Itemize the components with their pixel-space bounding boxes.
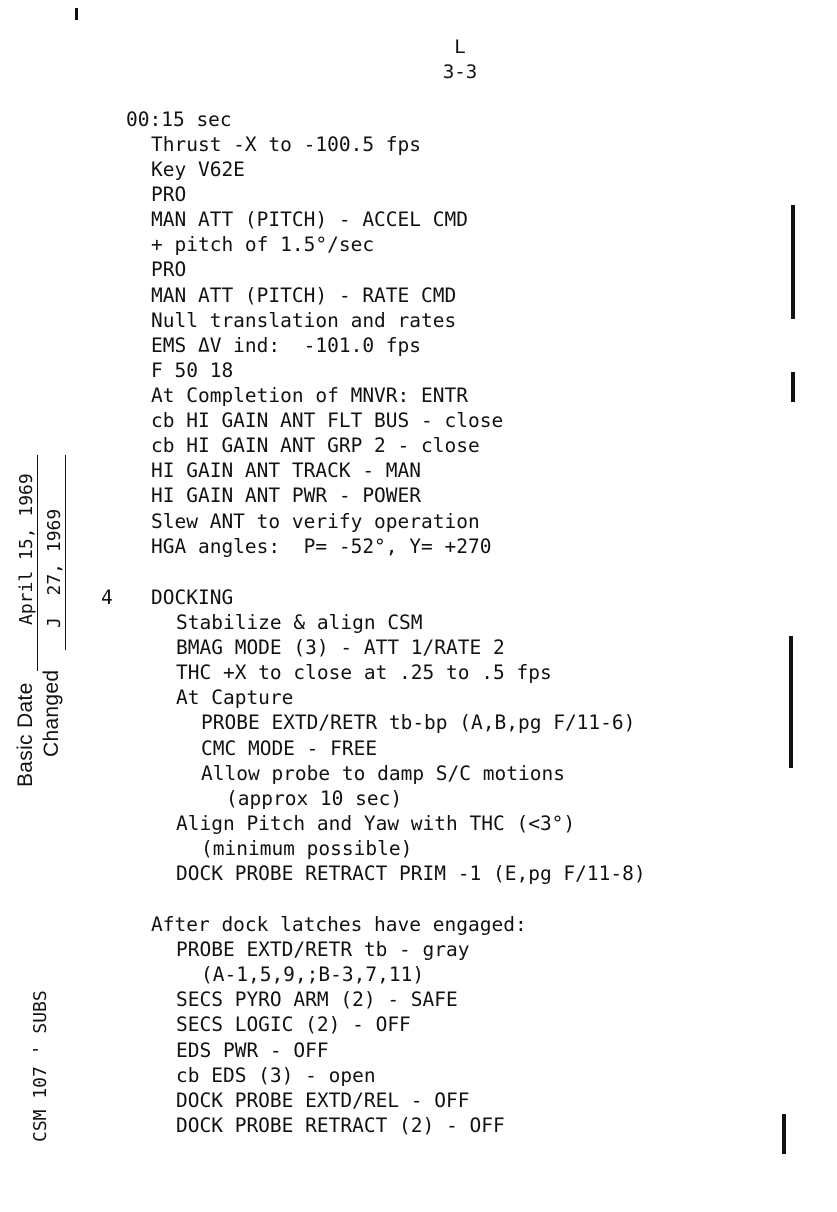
procedure-line: PROBE EXTD/RETR tb-bp (A,B,pg F/11-6) [201,711,636,734]
procedure-line: PROBE EXTD/RETR tb - gray [176,938,470,961]
basic-date-underline [37,455,38,671]
change-bar-3 [789,636,793,768]
procedure-line: (A-1,5,9,;B-3,7,11) [201,963,425,986]
top-scan-mark [75,8,78,20]
procedure-line: PRO [151,258,187,281]
changed-value: J 27, 1969 [44,508,65,628]
procedure-line: MAN ATT (PITCH) - RATE CMD [151,284,457,307]
procedure-line: DOCK PROBE RETRACT (2) - OFF [176,1114,505,1137]
procedure-line: (approx 10 sec) [226,787,403,810]
changed-label: Changed [40,669,63,757]
procedure-line: Stabilize & align CSM [176,611,423,634]
change-bar-4 [782,1114,786,1154]
procedure-line: SECS PYRO ARM (2) - SAFE [176,988,458,1011]
procedure-line: + pitch of 1.5°/sec [151,233,375,256]
procedure-line: cb HI GAIN ANT FLT BUS - close [151,409,504,432]
changed-underline [65,455,66,650]
procedure-line: Align Pitch and Yaw with THC (<3°) [176,812,576,835]
change-bar-2 [791,372,795,402]
procedure-line: F 50 18 [151,359,234,382]
procedure-line: Allow probe to damp S/C motions [201,762,565,785]
subsection-heading: After dock latches have engaged: [151,913,527,936]
procedure-line: (minimum possible) [201,837,413,860]
procedure-line: HI GAIN ANT TRACK - MAN [151,459,422,482]
procedure-line: THC +X to close at .25 to .5 fps [176,661,552,684]
procedure-line: At Capture [176,686,294,709]
section-letter: L [454,36,466,58]
procedure-line: Slew ANT to verify operation [151,510,480,533]
basic-date-value: April 15, 1969 [16,473,37,625]
procedure-line: At Completion of MNVR: ENTR [151,384,468,407]
document-id: CSM 107 ' SUBS [30,990,51,1142]
procedure-line: HGA angles: P= -52°, Y= +270 [151,535,492,558]
page-number: 3-3 [442,61,478,83]
procedure-line: SECS LOGIC (2) - OFF [176,1013,411,1036]
procedure-line: Thrust -X to -100.5 fps [151,133,422,156]
change-bar-1 [791,205,795,319]
basic-date-label: Basic Date [14,682,37,787]
procedure-line: MAN ATT (PITCH) - ACCEL CMD [151,208,468,231]
section-number: 4 [101,586,113,609]
section-heading: DOCKING [151,586,234,609]
procedure-line: Key V62E [151,158,245,181]
procedure-line: DOCK PROBE EXTD/REL - OFF [176,1089,470,1112]
procedure-line: PRO [151,183,187,206]
procedure-line: HI GAIN ANT PWR - POWER [151,484,422,507]
procedure-line: cb HI GAIN ANT GRP 2 - close [151,434,480,457]
procedure-line: 00:15 sec [126,108,232,131]
procedure-line: DOCK PROBE RETRACT PRIM -1 (E,pg F/11-8) [176,862,646,885]
procedure-line: CMC MODE - FREE [201,737,378,760]
procedure-line: EMS ΔV ind: -101.0 fps [151,334,422,357]
procedure-line: BMAG MODE (3) - ATT 1/RATE 2 [176,636,505,659]
procedure-line: cb EDS (3) - open [176,1064,376,1087]
procedure-line: EDS PWR - OFF [176,1039,329,1062]
procedure-line: Null translation and rates [151,309,457,332]
